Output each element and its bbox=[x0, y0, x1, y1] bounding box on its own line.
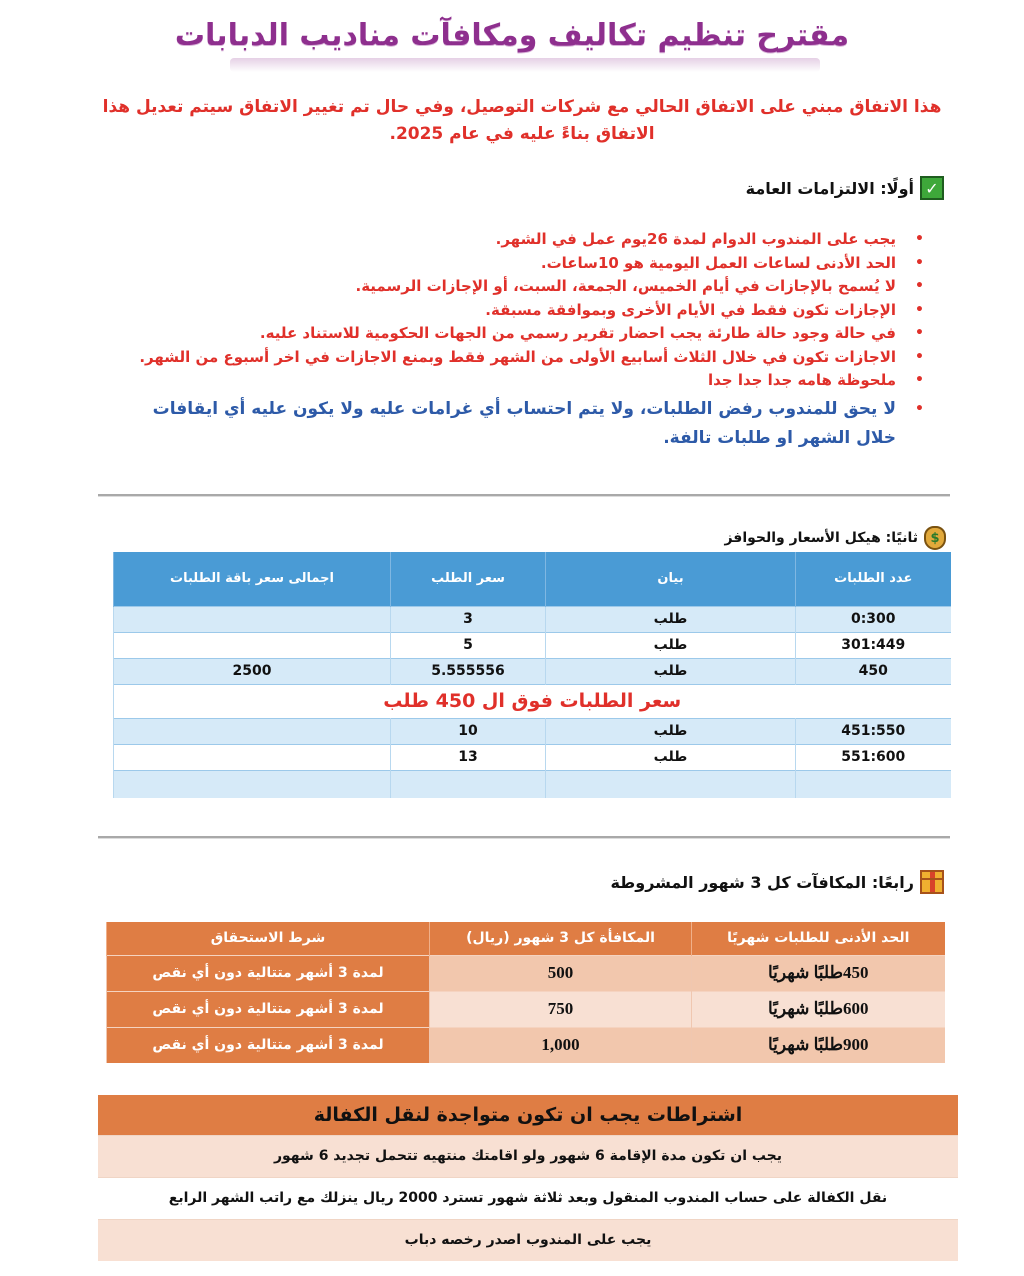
list-item: • يجب على المندوب الدوام لمدة 26يوم عمل في الشهر. bbox=[120, 228, 896, 252]
requirement-cell: نقل الكفالة على حساب المندوب المنقول وبعد ثلاثة شهور تسترد 2000 ريال ينزلك مع راتب الشهر الرابع bbox=[98, 1177, 958, 1219]
list-item-important: • لا يحق للمندوب رفض الطلبات، ولا يتم احتساب أي غرامات عليه ولا يكون عليه أي ايقافات خلال الشهر او طلبات تالفة. bbox=[120, 395, 896, 453]
column-header: اجمالى سعر باقة الطلبات bbox=[114, 552, 391, 606]
condition-cell: لمدة 3 أشهر متتالية دون أي نقص bbox=[107, 991, 430, 1027]
price-cell: 13 bbox=[391, 744, 546, 770]
bonus-amount-cell: 500 bbox=[430, 955, 692, 991]
table-header-row bbox=[107, 922, 945, 955]
requirement-cell: يجب ان تكون مدة الإقامة 6 شهور ولو اقامتك منتهيه تتحمل تجديد 6 شهور bbox=[98, 1135, 958, 1177]
column-header: سعر الطلب bbox=[391, 552, 546, 606]
unit-cell: طلب bbox=[546, 606, 796, 632]
table-row bbox=[98, 1135, 958, 1177]
table-row bbox=[107, 1027, 945, 1063]
unit-cell: طلب bbox=[546, 718, 796, 744]
table-row bbox=[98, 1219, 958, 1261]
price-cell: 5.555556 bbox=[391, 658, 546, 684]
unit-cell: طلب bbox=[546, 744, 796, 770]
section1-heading-text: أولًا: الالتزامات العامة bbox=[745, 178, 914, 198]
banner-cell: سعر الطلبات فوق ال 450 طلب bbox=[114, 684, 951, 718]
table-row bbox=[107, 991, 945, 1027]
range-cell: 551:600 bbox=[796, 744, 951, 770]
min-orders-cell: 450طلبًا شهريًا bbox=[692, 955, 945, 991]
table-row bbox=[98, 1177, 958, 1219]
min-orders-cell: 900طلبًا شهريًا bbox=[692, 1027, 945, 1063]
table-header-row bbox=[98, 1095, 958, 1135]
column-header: المكافأة كل 3 شهور (ريال) bbox=[430, 922, 692, 955]
unit-cell: طلب bbox=[546, 658, 796, 684]
total-cell bbox=[114, 606, 391, 632]
range-cell: 301:449 bbox=[796, 632, 951, 658]
requirement-cell: يجب على المندوب اصدر رخصه دباب bbox=[98, 1219, 958, 1261]
table-row bbox=[114, 718, 951, 744]
check-box-icon: ✓ bbox=[920, 176, 944, 200]
table-row bbox=[114, 658, 951, 684]
range-cell: 450 bbox=[796, 658, 951, 684]
table-row-empty bbox=[114, 770, 951, 798]
column-header: عدد الطلبات bbox=[796, 552, 951, 606]
money-bag-icon: $ bbox=[924, 526, 946, 550]
intro-notice: هذا الاتفاق مبني على الاتفاق الحالي مع شركات التوصيل، وفي حال تم تغيير الاتفاق سيتم تعديل هذا الاتفاق بناءً عليه في عام 2025. bbox=[102, 97, 942, 144]
column-header: الحد الأدنى للطلبات شهريًا bbox=[692, 922, 945, 955]
table-row bbox=[114, 744, 951, 770]
section-divider bbox=[98, 494, 950, 497]
table-row bbox=[107, 955, 945, 991]
section4-heading-text: رابعًا: المكافآت كل 3 شهور المشروطة bbox=[610, 872, 914, 892]
section1-heading bbox=[746, 176, 944, 200]
empty-cell bbox=[796, 770, 951, 798]
section-divider bbox=[98, 836, 950, 839]
list-item: • الاجازات تكون في خلال الثلاث أسابيع الأولى من الشهر فقط وبمنع الاجازات في اخر أسبوع من الشهر. bbox=[120, 346, 896, 370]
bonus-amount-cell: 1,000 bbox=[430, 1027, 692, 1063]
total-cell bbox=[114, 718, 391, 744]
table-row bbox=[114, 632, 951, 658]
column-header: بيان bbox=[546, 552, 796, 606]
total-cell: 2500 bbox=[114, 658, 391, 684]
price-cell: 5 bbox=[391, 632, 546, 658]
section2-heading-text: ثانيًا: هيكل الأسعار والحوافز bbox=[724, 530, 918, 546]
list-item: • لا يُسمح بالإجازات في أيام الخميس، الجمعة، السبت، أو الإجازات الرسمية. bbox=[120, 275, 896, 299]
total-cell bbox=[114, 632, 391, 658]
kafala-heading: اشتراطات يجب ان تكون متواجدة لنقل الكفالة bbox=[98, 1095, 958, 1135]
bonus-amount-cell: 750 bbox=[430, 991, 692, 1027]
section4-heading bbox=[610, 870, 944, 894]
price-cell: 3 bbox=[391, 606, 546, 632]
range-cell: 0:300 bbox=[796, 606, 951, 632]
list-item: • الإجازات تكون فقط في الأيام الأخرى وبموافقة مسبقة. bbox=[120, 299, 896, 323]
sponsorship-transfer-table bbox=[98, 1095, 958, 1261]
obligations-list bbox=[120, 228, 896, 453]
column-header: شرط الاستحقاق bbox=[107, 922, 430, 955]
condition-cell: لمدة 3 أشهر متتالية دون أي نقص bbox=[107, 1027, 430, 1063]
total-cell bbox=[114, 744, 391, 770]
title-reflection bbox=[230, 58, 820, 72]
price-cell: 10 bbox=[391, 718, 546, 744]
list-item: • في حالة وجود حالة طارئة يجب احضار تقرير رسمي من الجهات الحكومية للاستناد عليه. bbox=[120, 322, 896, 346]
bonus-table bbox=[106, 922, 945, 1063]
list-item: • الحد الأدنى لساعات العمل اليومية هو 10ساعات. bbox=[120, 252, 896, 276]
document-title: مقترح تنظيم تكاليف ومكافآت مناديب الدبابات bbox=[174, 18, 850, 53]
pricing-table bbox=[113, 552, 951, 798]
empty-cell bbox=[391, 770, 546, 798]
min-orders-cell: 600طلبًا شهريًا bbox=[692, 991, 945, 1027]
condition-cell: لمدة 3 أشهر متتالية دون أي نقص bbox=[107, 955, 430, 991]
list-item: • ملحوظة هامه جدا جدا جدا bbox=[120, 369, 896, 393]
empty-cell bbox=[546, 770, 796, 798]
gift-icon bbox=[920, 870, 944, 894]
empty-cell bbox=[114, 770, 391, 798]
table-banner-row bbox=[114, 684, 951, 718]
table-row bbox=[114, 606, 951, 632]
range-cell: 451:550 bbox=[796, 718, 951, 744]
unit-cell: طلب bbox=[546, 632, 796, 658]
table-header-row bbox=[114, 552, 951, 606]
section2-heading bbox=[724, 526, 946, 550]
